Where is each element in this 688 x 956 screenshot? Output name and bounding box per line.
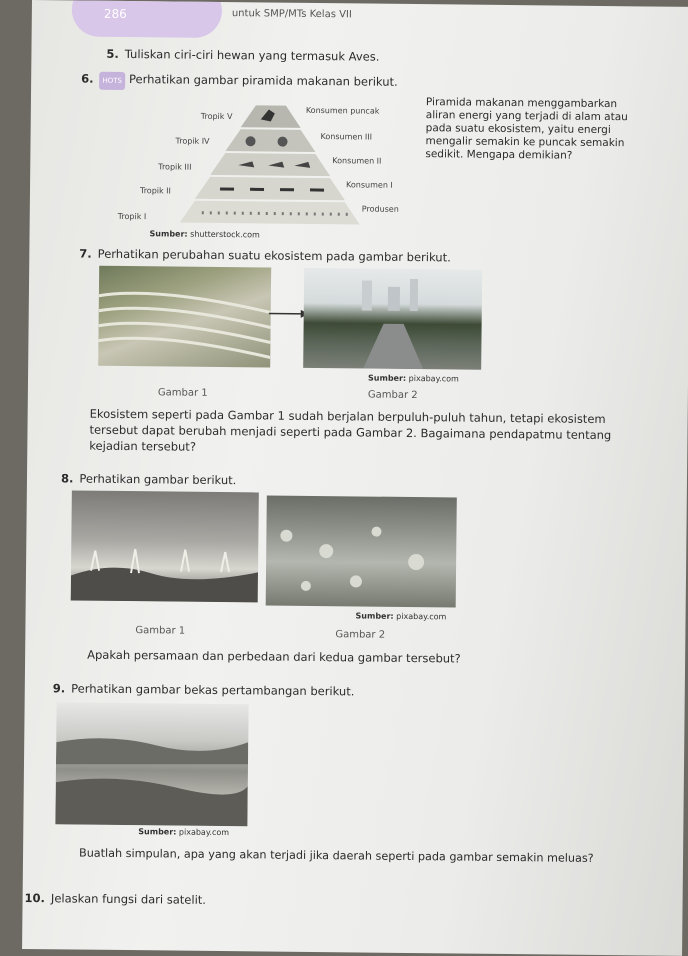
city-road-photo xyxy=(303,268,482,370)
level-label: Konsumen I xyxy=(346,180,393,189)
level-label: Konsumen III xyxy=(321,132,373,142)
textbook-page xyxy=(22,0,688,956)
mining-site-photo xyxy=(55,702,248,826)
question-number: 8. xyxy=(61,471,74,485)
pyramid-level-1 xyxy=(180,201,360,225)
question-text: Perhatikan perubahan suatu ekosistem pada gambar berikut. xyxy=(98,247,451,265)
question-number: 9. xyxy=(53,681,66,695)
figure-caption: Gambar 1 xyxy=(158,387,208,399)
figure-caption: Gambar 2 xyxy=(335,629,385,641)
question-7 xyxy=(79,246,451,266)
question-9 xyxy=(53,680,355,699)
running-head: untuk SMP/MTs Kelas VII xyxy=(232,8,352,20)
question-number: 10. xyxy=(25,891,46,905)
question-text: Perhatikan gambar bekas pertambangan berikut. xyxy=(71,681,354,698)
q7-paragraph: Ekosistem seperti pada Gambar 1 sudah berjalan berpuluh-puluh tahun, tetapi ekosistem tersebut dapat berubah menjadi seperti pada Gambar 2. Bagaimana pendapatmu tentang kejadian tersebut? xyxy=(89,406,688,460)
figure-source: Sumber: pixabay.com xyxy=(138,827,229,837)
tropik-label: Tropik V xyxy=(201,112,233,121)
forest-fire-photo xyxy=(71,490,259,602)
figure-source: Sumber: shutterstock.com xyxy=(150,229,260,239)
question-10 xyxy=(25,890,207,908)
pyramid-level-4 xyxy=(225,129,315,152)
q8-question: Apakah persamaan dan perbedaan dari kedua gambar tersebut? xyxy=(87,647,461,667)
hots-badge: HOTS xyxy=(99,72,125,90)
question-text: Tuliskan ciri-ciri hewan yang termasuk Aves. xyxy=(125,47,380,64)
question-number: 6. xyxy=(81,72,94,86)
figure-source: Sumber: pixabay.com xyxy=(356,611,447,621)
food-pyramid-figure xyxy=(110,96,431,239)
page-number: 286 xyxy=(104,7,127,21)
question-text: Jelaskan fungsi dari satelit. xyxy=(51,891,206,907)
q9-question: Buatlah simpulan, apa yang akan terjadi jika daerah seperti pada gambar semakin meluas? xyxy=(79,846,679,868)
question-text: Perhatikan gambar berikut. xyxy=(79,472,236,488)
figure-caption: Gambar 2 xyxy=(368,390,418,402)
question-8 xyxy=(61,470,236,488)
tropik-label: Tropik I xyxy=(118,212,147,221)
question-text: Perhatikan gambar piramida makanan berikut. xyxy=(129,72,398,89)
question-5 xyxy=(106,46,379,65)
figure-caption: Gambar 1 xyxy=(135,625,185,637)
header-decoration xyxy=(72,0,223,38)
level-label: Konsumen puncak xyxy=(306,106,380,116)
rice-terrace-photo xyxy=(98,266,271,368)
tropik-label: Tropik IV xyxy=(175,137,209,146)
garbage-pile-photo xyxy=(266,495,457,607)
question-number: 7. xyxy=(79,247,92,261)
pyramid-level-3 xyxy=(210,153,330,176)
level-label: Konsumen II xyxy=(332,156,381,166)
figure-source: Sumber: pixabay.com xyxy=(368,374,459,384)
tropik-label: Tropik III xyxy=(158,162,191,171)
level-label: Produsen xyxy=(362,204,399,213)
q6-side-text: Piramida makanan menggambarkan aliran energi yang terjadi di alam atau pada suatu ekosistem, yaitu energi mengalir semakin ke puncak semakin sedikit. Mengapa demikian? xyxy=(425,96,681,164)
question-number: 5. xyxy=(106,47,119,61)
tropik-label: Tropik II xyxy=(140,186,171,195)
pyramid-level-2 xyxy=(195,177,345,201)
question-6 xyxy=(81,71,398,93)
